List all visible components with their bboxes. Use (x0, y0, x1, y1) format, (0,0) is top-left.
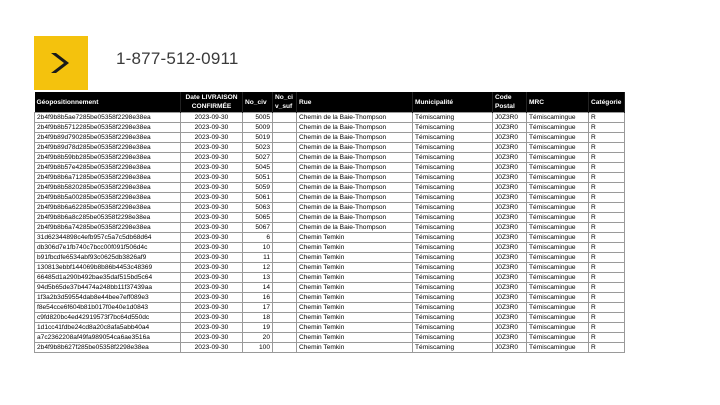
categorie-cell: R (589, 253, 625, 263)
rue-cell: Chemin de la Baie-Thompson (297, 203, 413, 213)
no-civ-suf-cell (273, 243, 297, 253)
table-row (35, 283, 625, 293)
mrc-cell: Témiscamingue (527, 283, 589, 293)
municipalite-cell: Témiscaming (413, 223, 493, 233)
no-civ-suf-cell (273, 213, 297, 223)
date-cell: 2023-09-30 (181, 153, 243, 163)
code-postal-cell: J0Z3R0 (493, 173, 527, 183)
geoposition-cell: a7c2362208af49fa989054ca6ae3516a (35, 333, 181, 343)
table-row (35, 163, 625, 173)
col-date-livraison: Date LIVRAISON CONFIRMÉE (181, 92, 243, 113)
code-postal-cell: J0Z3R0 (493, 273, 527, 283)
no-civ-cell: 5059 (243, 183, 273, 193)
code-postal-cell: J0Z3R0 (493, 343, 527, 353)
date-cell: 2023-09-30 (181, 283, 243, 293)
rue-cell: Chemin de la Baie-Thompson (297, 123, 413, 133)
code-postal-cell: J0Z3R0 (493, 263, 527, 273)
no-civ-suf-cell (273, 343, 297, 353)
geoposition-cell: 1f3a2b3d59554dab8e44bee7eff089e3 (35, 293, 181, 303)
mrc-cell: Témiscamingue (527, 303, 589, 313)
code-postal-cell: J0Z3R0 (493, 293, 527, 303)
rue-cell: Chemin de la Baie-Thompson (297, 193, 413, 203)
delivery-table (34, 92, 625, 353)
code-postal-cell: J0Z3R0 (493, 193, 527, 203)
mrc-cell: Témiscamingue (527, 163, 589, 173)
categorie-cell: R (589, 113, 625, 123)
col-municipalite: Municipalité (413, 92, 493, 113)
rue-cell: Chemin de la Baie-Thompson (297, 183, 413, 193)
categorie-cell: R (589, 163, 625, 173)
no-civ-cell: 5045 (243, 163, 273, 173)
rue-cell: Chemin Temkin (297, 343, 413, 353)
geoposition-cell: 2b4f9b8b6a71285be05358f2298e38ea (35, 173, 181, 183)
code-postal-cell: J0Z3R0 (493, 133, 527, 143)
rue-cell: Chemin Temkin (297, 273, 413, 283)
date-cell: 2023-09-30 (181, 253, 243, 263)
categorie-cell: R (589, 213, 625, 223)
no-civ-cell: 13 (243, 273, 273, 283)
table-row (35, 223, 625, 233)
chevron-right-arrow-icon (34, 36, 88, 90)
table-row (35, 273, 625, 283)
table-row (35, 183, 625, 193)
rue-cell: Chemin Temkin (297, 283, 413, 293)
date-cell: 2023-09-30 (181, 243, 243, 253)
col-code-postal: Code Postal (493, 92, 527, 113)
date-cell: 2023-09-30 (181, 333, 243, 343)
municipalite-cell: Témiscaming (413, 253, 493, 263)
no-civ-cell: 5063 (243, 203, 273, 213)
no-civ-suf-cell (273, 203, 297, 213)
date-cell: 2023-09-30 (181, 273, 243, 283)
categorie-cell: R (589, 343, 625, 353)
table-row (35, 253, 625, 263)
geoposition-cell: 2b4f9b8b627f285be05358f2298e38ea (35, 343, 181, 353)
municipalite-cell: Témiscaming (413, 143, 493, 153)
no-civ-suf-cell (273, 113, 297, 123)
code-postal-cell: J0Z3R0 (493, 223, 527, 233)
table-row (35, 173, 625, 183)
date-cell: 2023-09-30 (181, 143, 243, 153)
date-cell: 2023-09-30 (181, 343, 243, 353)
municipalite-cell: Témiscaming (413, 163, 493, 173)
code-postal-cell: J0Z3R0 (493, 313, 527, 323)
table-row (35, 133, 625, 143)
mrc-cell: Témiscamingue (527, 343, 589, 353)
table-row (35, 313, 625, 323)
categorie-cell: R (589, 233, 625, 243)
mrc-cell: Témiscamingue (527, 203, 589, 213)
no-civ-cell: 5051 (243, 173, 273, 183)
geoposition-cell: 2b4f9b8b5712285be05358f2298e38ea (35, 123, 181, 133)
categorie-cell: R (589, 133, 625, 143)
mrc-cell: Témiscamingue (527, 183, 589, 193)
no-civ-suf-cell (273, 303, 297, 313)
municipalite-cell: Témiscaming (413, 193, 493, 203)
table-row (35, 233, 625, 243)
categorie-cell: R (589, 263, 625, 273)
date-cell: 2023-09-30 (181, 303, 243, 313)
code-postal-cell: J0Z3R0 (493, 303, 527, 313)
rue-cell: Chemin Temkin (297, 233, 413, 243)
code-postal-cell: J0Z3R0 (493, 113, 527, 123)
geoposition-cell: 94d5b65de37b4474a248bb11f37439aa (35, 283, 181, 293)
table-row (35, 213, 625, 223)
rue-cell: Chemin Temkin (297, 253, 413, 263)
geoposition-cell: f8e54cce6f604b81b017f0e40e1d0843 (35, 303, 181, 313)
mrc-cell: Témiscamingue (527, 133, 589, 143)
mrc-cell: Témiscamingue (527, 263, 589, 273)
date-cell: 2023-09-30 (181, 313, 243, 323)
categorie-cell: R (589, 333, 625, 343)
mrc-cell: Témiscamingue (527, 323, 589, 333)
categorie-cell: R (589, 243, 625, 253)
categorie-cell: R (589, 153, 625, 163)
rue-cell: Chemin Temkin (297, 323, 413, 333)
no-civ-suf-cell (273, 143, 297, 153)
no-civ-cell: 5005 (243, 113, 273, 123)
geoposition-cell: db306d7e1fb740c7bcc00f091f506d4c (35, 243, 181, 253)
table-row (35, 343, 625, 353)
date-cell: 2023-09-30 (181, 133, 243, 143)
geoposition-cell: 2b4f9b8b59bb285be05358f2298e38ea (35, 153, 181, 163)
code-postal-cell: J0Z3R0 (493, 163, 527, 173)
geoposition-cell: 2b4f9b89d790285be05358f2298e38ea (35, 133, 181, 143)
no-civ-cell: 100 (243, 343, 273, 353)
date-cell: 2023-09-30 (181, 223, 243, 233)
categorie-cell: R (589, 183, 625, 193)
date-cell: 2023-09-30 (181, 213, 243, 223)
mrc-cell: Témiscamingue (527, 333, 589, 343)
code-postal-cell: J0Z3R0 (493, 143, 527, 153)
no-civ-cell: 14 (243, 283, 273, 293)
rue-cell: Chemin Temkin (297, 333, 413, 343)
municipalite-cell: Témiscaming (413, 303, 493, 313)
table-row (35, 323, 625, 333)
municipalite-cell: Témiscaming (413, 263, 493, 273)
geoposition-cell: 2b4f9b89d78d285be05358f2298e38ea (35, 143, 181, 153)
municipalite-cell: Témiscaming (413, 273, 493, 283)
table-row (35, 243, 625, 253)
date-cell: 2023-09-30 (181, 123, 243, 133)
no-civ-cell: 5009 (243, 123, 273, 133)
mrc-cell: Témiscamingue (527, 213, 589, 223)
rue-cell: Chemin de la Baie-Thompson (297, 213, 413, 223)
code-postal-cell: J0Z3R0 (493, 183, 527, 193)
geoposition-cell: 2b4f9b8b57e4285be05358f2298e38ea (35, 163, 181, 173)
mrc-cell: Témiscamingue (527, 193, 589, 203)
rue-cell: Chemin Temkin (297, 293, 413, 303)
mrc-cell: Témiscamingue (527, 273, 589, 283)
table-row (35, 293, 625, 303)
rue-cell: Chemin de la Baie-Thompson (297, 173, 413, 183)
code-postal-cell: J0Z3R0 (493, 233, 527, 243)
no-civ-cell: 5067 (243, 223, 273, 233)
municipalite-cell: Témiscaming (413, 183, 493, 193)
col-categorie: Catégorie (589, 92, 625, 113)
mrc-cell: Témiscamingue (527, 223, 589, 233)
geoposition-cell: 1d1cc41fdbe24cd8a20c8afa5abb40a4 (35, 323, 181, 333)
rue-cell: Chemin de la Baie-Thompson (297, 133, 413, 143)
rue-cell: Chemin Temkin (297, 313, 413, 323)
categorie-cell: R (589, 193, 625, 203)
code-postal-cell: J0Z3R0 (493, 123, 527, 133)
table-header-row (35, 92, 625, 113)
table-row (35, 333, 625, 343)
municipalite-cell: Témiscaming (413, 293, 493, 303)
geoposition-cell: 2b4f9b8b5820285be05358f2298e38ea (35, 183, 181, 193)
no-civ-cell: 16 (243, 293, 273, 303)
municipalite-cell: Témiscaming (413, 323, 493, 333)
mrc-cell: Témiscamingue (527, 293, 589, 303)
no-civ-suf-cell (273, 313, 297, 323)
code-postal-cell: J0Z3R0 (493, 153, 527, 163)
municipalite-cell: Témiscaming (413, 203, 493, 213)
no-civ-cell: 5019 (243, 133, 273, 143)
municipalite-cell: Témiscaming (413, 283, 493, 293)
table-row (35, 203, 625, 213)
table-row (35, 263, 625, 273)
geoposition-cell: 130813ebbf144069b8b86b4453c48369 (35, 263, 181, 273)
no-civ-suf-cell (273, 323, 297, 333)
code-postal-cell: J0Z3R0 (493, 283, 527, 293)
mrc-cell: Témiscamingue (527, 173, 589, 183)
code-postal-cell: J0Z3R0 (493, 213, 527, 223)
col-no-civ-suf: No_ci v_suf (273, 92, 297, 113)
no-civ-cell: 19 (243, 323, 273, 333)
municipalite-cell: Témiscaming (413, 333, 493, 343)
categorie-cell: R (589, 273, 625, 283)
no-civ-suf-cell (273, 183, 297, 193)
categorie-cell: R (589, 293, 625, 303)
no-civ-suf-cell (273, 173, 297, 183)
geoposition-cell: 2b4f9b8b6a62285be05358f2298e38ea (35, 203, 181, 213)
code-postal-cell: J0Z3R0 (493, 243, 527, 253)
categorie-cell: R (589, 143, 625, 153)
table-row (35, 193, 625, 203)
date-cell: 2023-09-30 (181, 113, 243, 123)
no-civ-cell: 6 (243, 233, 273, 243)
table-row (35, 303, 625, 313)
municipalite-cell: Témiscaming (413, 233, 493, 243)
no-civ-cell: 12 (243, 263, 273, 273)
categorie-cell: R (589, 123, 625, 133)
date-cell: 2023-09-30 (181, 233, 243, 243)
table-row (35, 143, 625, 153)
code-postal-cell: J0Z3R0 (493, 333, 527, 343)
rue-cell: Chemin Temkin (297, 243, 413, 253)
categorie-cell: R (589, 313, 625, 323)
mrc-cell: Témiscamingue (527, 253, 589, 263)
mrc-cell: Témiscamingue (527, 123, 589, 133)
mrc-cell: Témiscamingue (527, 243, 589, 253)
mrc-cell: Témiscamingue (527, 313, 589, 323)
categorie-cell: R (589, 203, 625, 213)
municipalite-cell: Témiscaming (413, 243, 493, 253)
categorie-cell: R (589, 223, 625, 233)
no-civ-suf-cell (273, 153, 297, 163)
municipalite-cell: Témiscaming (413, 113, 493, 123)
no-civ-cell: 5065 (243, 213, 273, 223)
geoposition-cell: 31d62344898c4efb957c5a7c5db68d64 (35, 233, 181, 243)
categorie-cell: R (589, 323, 625, 333)
categorie-cell: R (589, 283, 625, 293)
no-civ-suf-cell (273, 123, 297, 133)
geoposition-cell: 2b4f9b8b5ae7285be05358f2298e38ea (35, 113, 181, 123)
mrc-cell: Témiscamingue (527, 233, 589, 243)
no-civ-suf-cell (273, 133, 297, 143)
code-postal-cell: J0Z3R0 (493, 253, 527, 263)
rue-cell: Chemin de la Baie-Thompson (297, 153, 413, 163)
col-mrc: MRC (527, 92, 589, 113)
municipalite-cell: Témiscaming (413, 173, 493, 183)
rue-cell: Chemin Temkin (297, 303, 413, 313)
code-postal-cell: J0Z3R0 (493, 203, 527, 213)
table-row (35, 113, 625, 123)
no-civ-suf-cell (273, 253, 297, 263)
municipalite-cell: Témiscaming (413, 153, 493, 163)
no-civ-cell: 5061 (243, 193, 273, 203)
geoposition-cell: 2b4f9b8b6a74285be05358f2298e38ea (35, 223, 181, 233)
col-no-civ: No_civ (243, 92, 273, 113)
no-civ-suf-cell (273, 163, 297, 173)
date-cell: 2023-09-30 (181, 193, 243, 203)
categorie-cell: R (589, 173, 625, 183)
no-civ-cell: 18 (243, 313, 273, 323)
rue-cell: Chemin Temkin (297, 263, 413, 273)
no-civ-suf-cell (273, 193, 297, 203)
geoposition-cell: 66485d1a290b492bae35daf515bd5c64 (35, 273, 181, 283)
date-cell: 2023-09-30 (181, 293, 243, 303)
no-civ-cell: 5023 (243, 143, 273, 153)
geoposition-cell: 2b4f9b8b5a00285be05358f2298e38ea (35, 193, 181, 203)
municipalite-cell: Témiscaming (413, 133, 493, 143)
mrc-cell: Témiscamingue (527, 113, 589, 123)
col-geopositionnement: Géopositionnement (35, 92, 181, 113)
rue-cell: Chemin de la Baie-Thompson (297, 143, 413, 153)
table-row (35, 153, 625, 163)
municipalite-cell: Témiscaming (413, 123, 493, 133)
no-civ-suf-cell (273, 333, 297, 343)
no-civ-cell: 10 (243, 243, 273, 253)
no-civ-suf-cell (273, 233, 297, 243)
rue-cell: Chemin de la Baie-Thompson (297, 113, 413, 123)
date-cell: 2023-09-30 (181, 173, 243, 183)
mrc-cell: Témiscamingue (527, 143, 589, 153)
date-cell: 2023-09-30 (181, 183, 243, 193)
table-row (35, 123, 625, 133)
no-civ-suf-cell (273, 273, 297, 283)
municipalite-cell: Témiscaming (413, 313, 493, 323)
no-civ-suf-cell (273, 293, 297, 303)
municipalite-cell: Témiscaming (413, 343, 493, 353)
geoposition-cell: 2b4f9b8b6a8c285be05358f2298e38ea (35, 213, 181, 223)
rue-cell: Chemin de la Baie-Thompson (297, 163, 413, 173)
geoposition-cell: b91fbcdfe6534abf93c0625db3826af9 (35, 253, 181, 263)
no-civ-suf-cell (273, 283, 297, 293)
col-rue: Rue (297, 92, 413, 113)
date-cell: 2023-09-30 (181, 203, 243, 213)
no-civ-cell: 5027 (243, 153, 273, 163)
code-postal-cell: J0Z3R0 (493, 323, 527, 333)
categorie-cell: R (589, 303, 625, 313)
municipalite-cell: Témiscaming (413, 213, 493, 223)
no-civ-suf-cell (273, 263, 297, 273)
mrc-cell: Témiscamingue (527, 153, 589, 163)
rue-cell: Chemin de la Baie-Thompson (297, 223, 413, 233)
date-cell: 2023-09-30 (181, 263, 243, 273)
date-cell: 2023-09-30 (181, 163, 243, 173)
no-civ-cell: 20 (243, 333, 273, 343)
no-civ-suf-cell (273, 223, 297, 233)
geoposition-cell: c9fd820bc4ed42919573f7bc64d550dc (35, 313, 181, 323)
no-civ-cell: 17 (243, 303, 273, 313)
phone-number: 1-877-512-0911 (116, 49, 239, 68)
no-civ-cell: 11 (243, 253, 273, 263)
logo (34, 36, 88, 90)
table-body (35, 113, 625, 353)
date-cell: 2023-09-30 (181, 323, 243, 333)
